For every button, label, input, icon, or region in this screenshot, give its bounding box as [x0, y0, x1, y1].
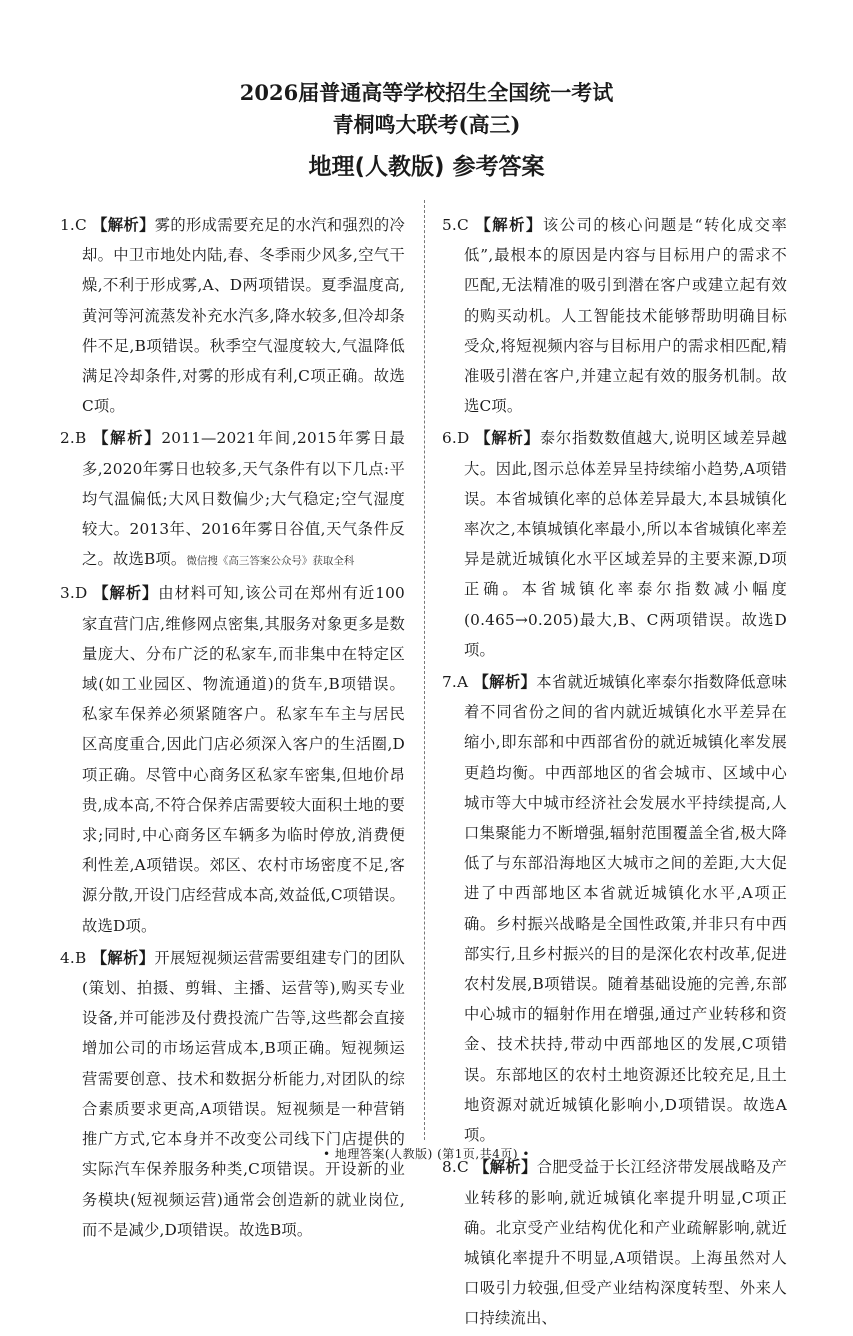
answer-text: 合肥受益于长江经济带发展战略及产业转移的影响,就近城镇化率提升明显,C项正确。北京受产业结构优化和产业疏解影响,就近城镇化率提升不明显,A项错误。上海虽然对人口吸引力较强,但受产业结构深度转型、外来人口持续流出、	[464, 1158, 787, 1328]
analysis-tag: 【解析】	[93, 429, 162, 448]
exam-title: 2026届普通高等学校招生全国统一考试	[239, 80, 614, 105]
answer-text: 泰尔指数数值越大,说明区域差异越大。因此,图示总体差异呈持续缩小趋势,A项错误。本省城镇化率的总体差异最大,本县城镇化率次之,本镇城镇化率最小,所以本省城镇化率差异是就近城镇化水平区域差异的主要来源,D项正确。本省城镇化率泰尔指数减小幅度(0.465→0.205)最大,B、C两项错误。故选D项。	[464, 429, 787, 659]
answer-item-8	[442, 1152, 787, 1333]
answer-text: 雾的形成需要充足的水汽和强烈的冷却。中卫市地处内陆,春、冬季雨少风多,空气干燥,不利于形成雾,A、D两项错误。夏季温度高,黄河等河流蒸发补充水汽多,降水较多,但冷却条件不足,B项错误。秋季空气湿度较大,气温降低满足冷却条件,对雾的形成有利,C项正确。故选C项。	[82, 216, 405, 416]
page-footer: • 地理答案(人教版) (第1页,共4页) •	[323, 1147, 530, 1161]
left-column	[60, 210, 405, 1247]
answer-item-1	[60, 210, 405, 421]
answer-text: 本省就近城镇化率泰尔指数降低意味着不同省份之间的省内就近城镇化水平差异在缩小,即东部和中西部省份的就近城镇化率发展更趋均衡。中西部地区的省会城市、区域中心城市等大中城市经济社会发展水平持续提高,人口集聚能力不断增强,辐射范围覆盖全省,极大降低了与东部沿海地区大城市之间的差距,大大促进了中西部地区本省就近城镇化水平,A项正确。乡村振兴战略是全国性政策,并非只有中西部实行,且乡村振兴的目的是深化农村改革,促进农村发展,B项错误。随着基础设施的完善,东部中心城市的辐射作用在增强,通过产业转移和资金、技术扶持,带动中西部地区的发展,C项错误。东部地区的农村土地资源还比较充足,且土地资源对就近城镇化影响小,D项错误。故选A项。	[464, 673, 788, 1145]
answer-item-5	[442, 210, 787, 421]
analysis-tag: 【解析】	[92, 216, 155, 234]
answer-text: 由材料可知,该公司在郑州有近100家直营门店,维修网点密集,其服务对象更多是数量庞大、分布广泛的私家车,而非集中在特定区域(如工业园区、物流通道)的货车,B项错误。私家车保养必须紧随客户。私家车车主与居民区高度重合,因此门店必须深入客户的生活圈,D项正确。尽管中心商务区私家车密集,但地价昂贵,成本高,不符合保养店需要较大面积土地的要求;同时,中心商务区车辆多为临时停放,消费便利性差,A项错误。郊区、农村市场密度不足,客源分散,开设门店经营成本高,效益低,C项错误。故选D项。	[82, 584, 405, 935]
analysis-tag: 【解析】	[475, 216, 543, 234]
answer-item-3	[60, 578, 405, 940]
answer-number: 8.C	[442, 1158, 469, 1177]
answer-text: 2011—2021年间,2015年雾日最多,2020年雾日也较多,天气条件有以下几点:平均气温偏低;大风日数偏少;大气稳定;空气湿度较大。2013年、2016年雾日谷值,天气条件反之。故选B项。	[82, 429, 406, 569]
exam-subtitle: 青桐鸣大联考(高三)	[332, 112, 521, 137]
answer-item-6	[442, 423, 787, 665]
answer-item-2	[60, 423, 405, 576]
analysis-tag: 【解析】	[474, 1158, 537, 1177]
answer-number: 6.D	[442, 429, 470, 448]
answer-number: 3.D	[60, 584, 88, 603]
right-column	[442, 210, 787, 1336]
answer-number: 4.B	[60, 948, 87, 967]
answer-item-4	[60, 943, 405, 1245]
answer-text: 该公司的核心问题是“转化成交率低”,最根本的原因是内容与目标用户的需求不匹配,无法精准的吸引到潜在客户或建立起有效的购买动机。人工智能技术能够帮助明确目标受众,将短视频内容与目标用户的需求相匹配,精准吸引潜在客户,并建立起有效的服务机制。故选C项。	[464, 216, 787, 416]
analysis-tag: 【解析】	[475, 429, 540, 448]
answer-number: 7.A	[442, 673, 469, 692]
analysis-tag: 【解析】	[473, 673, 537, 692]
answer-item-7	[442, 667, 787, 1150]
answer-text: 开展短视频运营需要组建专门的团队(策划、拍摄、剪辑、主播、运营等),购买专业设备,并可能涉及付费投流广告等,这些都会直接增加公司的市场运营成本,B项正确。短视频运营需要创意、技术和数据分析能力,对团队的综合素质要求更高,A项错误。短视频是一种营销推广方式,它本身并不改变公司线下门店提供的实际汽车保养服务种类,C项错误。开设新的业务模块(短视频运营)通常会创造新的就业岗位,而不是减少,D项错误。故选B项。	[82, 948, 406, 1239]
analysis-tag: 【解析】	[91, 948, 155, 967]
answer-number: 1.C	[60, 216, 87, 234]
wechat-note: 微信搜《高三答案公众号》获取全科	[186, 555, 355, 568]
answer-number: 2.B	[60, 429, 87, 448]
document-title: 地理(人教版) 参考答案	[308, 154, 545, 180]
column-divider	[424, 200, 425, 1140]
answer-number: 5.C	[442, 216, 469, 234]
analysis-tag: 【解析】	[93, 584, 159, 603]
